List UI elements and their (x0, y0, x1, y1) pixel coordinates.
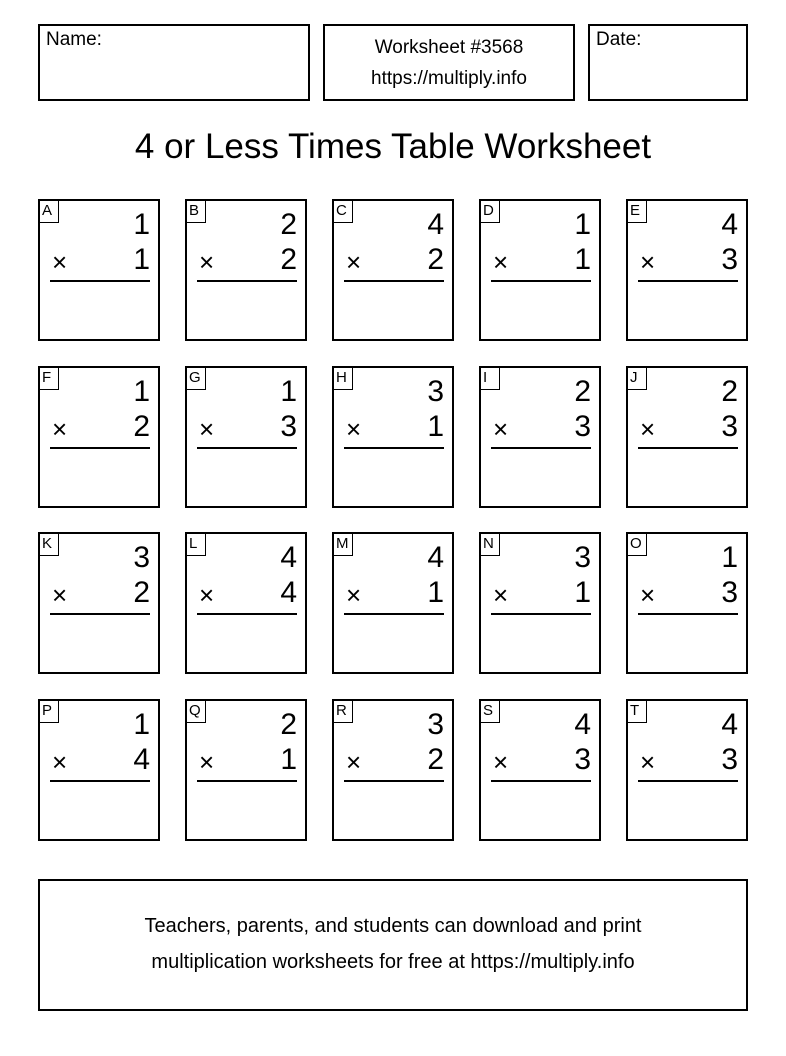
problem-cell[interactable] (332, 199, 454, 341)
problem-multiplicand: 4 (427, 541, 444, 574)
problem-multiplicand: 3 (574, 541, 591, 574)
problem-multiplier: 3 (721, 576, 738, 609)
problem-multiplier: 4 (280, 576, 297, 609)
answer-line (344, 780, 444, 782)
problem-multiplier: 2 (280, 243, 297, 276)
date-label: Date: (596, 29, 642, 50)
problem-multiplicand: 2 (574, 375, 591, 408)
answer-line (638, 613, 738, 615)
problem-letter: S (480, 700, 500, 723)
problem-cell[interactable] (38, 699, 160, 841)
answer-line (491, 780, 591, 782)
name-label: Name: (46, 29, 102, 50)
problem-cell[interactable] (332, 699, 454, 841)
problem-letter: O (627, 533, 647, 556)
answer-line (197, 613, 297, 615)
problem-multiplicand: 3 (133, 541, 150, 574)
problem-multiplicand: 4 (574, 708, 591, 741)
times-sign: × (52, 747, 68, 777)
times-sign: × (199, 580, 215, 610)
problem-cell[interactable] (332, 532, 454, 674)
times-sign: × (346, 747, 362, 777)
problem-multiplier: 3 (574, 410, 591, 443)
problem-cell[interactable] (626, 699, 748, 841)
problem-multiplicand: 1 (280, 375, 297, 408)
problem-multiplier: 1 (427, 576, 444, 609)
times-sign: × (493, 414, 509, 444)
problem-multiplicand: 2 (721, 375, 738, 408)
problem-multiplier: 2 (133, 576, 150, 609)
times-sign: × (640, 580, 656, 610)
problem-letter: T (627, 700, 647, 723)
times-sign: × (52, 414, 68, 444)
answer-line (638, 780, 738, 782)
problem-letter: N (480, 533, 500, 556)
times-sign: × (640, 247, 656, 277)
problem-multiplicand: 4 (721, 208, 738, 241)
problem-multiplier: 2 (427, 243, 444, 276)
times-sign: × (52, 247, 68, 277)
answer-line (344, 613, 444, 615)
problem-multiplicand: 2 (280, 208, 297, 241)
problem-letter: M (333, 533, 353, 556)
times-sign: × (346, 414, 362, 444)
problem-multiplier: 3 (721, 743, 738, 776)
problem-letter: E (627, 200, 647, 223)
answer-line (197, 280, 297, 282)
times-sign: × (640, 414, 656, 444)
problem-cell[interactable] (479, 366, 601, 508)
problem-multiplicand: 1 (574, 208, 591, 241)
worksheet-url[interactable]: https://multiply.info (371, 68, 527, 89)
problem-multiplier: 2 (133, 410, 150, 443)
problem-cell[interactable] (626, 366, 748, 508)
problem-letter: C (333, 200, 353, 223)
times-sign: × (199, 247, 215, 277)
problem-multiplier: 3 (721, 410, 738, 443)
problem-letter: J (627, 367, 647, 390)
answer-line (491, 280, 591, 282)
page-title: 4 or Less Times Table Worksheet (134, 127, 652, 166)
problem-cell[interactable] (185, 699, 307, 841)
problem-cell[interactable] (38, 366, 160, 508)
problem-multiplicand: 1 (133, 708, 150, 741)
times-sign: × (346, 580, 362, 610)
answer-line (491, 613, 591, 615)
problem-letter: R (333, 700, 353, 723)
problem-cell[interactable] (626, 532, 748, 674)
times-sign: × (493, 747, 509, 777)
answer-line (50, 280, 150, 282)
problem-letter: P (39, 700, 59, 723)
problem-multiplier: 4 (133, 743, 150, 776)
problem-multiplicand: 4 (280, 541, 297, 574)
problem-multiplier: 1 (427, 410, 444, 443)
times-sign: × (640, 747, 656, 777)
problem-letter: Q (186, 700, 206, 723)
problem-letter: F (39, 367, 59, 390)
answer-line (638, 280, 738, 282)
worksheet-number: Worksheet #3568 (374, 37, 524, 58)
answer-line (638, 447, 738, 449)
problem-multiplier: 3 (280, 410, 297, 443)
answer-line (344, 280, 444, 282)
answer-line (491, 447, 591, 449)
problem-multiplier: 1 (280, 743, 297, 776)
problem-cell[interactable] (479, 532, 601, 674)
problem-multiplicand: 3 (427, 708, 444, 741)
problem-multiplicand: 3 (427, 375, 444, 408)
problem-letter: H (333, 367, 353, 390)
times-sign: × (346, 247, 362, 277)
problem-multiplicand: 1 (721, 541, 738, 574)
problem-multiplier: 3 (721, 243, 738, 276)
problem-cell[interactable] (332, 366, 454, 508)
problem-cell[interactable] (38, 532, 160, 674)
problem-letter: I (480, 367, 500, 390)
times-sign: × (199, 414, 215, 444)
answer-line (197, 447, 297, 449)
problem-cell[interactable] (626, 199, 748, 341)
footer-line-1: Teachers, parents, and students can download and print (144, 915, 642, 937)
times-sign: × (493, 580, 509, 610)
problem-cell[interactable] (185, 366, 307, 508)
problem-multiplier: 1 (574, 243, 591, 276)
answer-line (50, 447, 150, 449)
problem-letter: D (480, 200, 500, 223)
problem-cell[interactable] (479, 199, 601, 341)
times-sign: × (52, 580, 68, 610)
problem-multiplicand: 4 (427, 208, 444, 241)
problem-multiplier: 2 (427, 743, 444, 776)
answer-line (50, 613, 150, 615)
problem-cell[interactable] (185, 199, 307, 341)
problem-multiplicand: 4 (721, 708, 738, 741)
problem-multiplicand: 1 (133, 208, 150, 241)
problem-multiplicand: 1 (133, 375, 150, 408)
footer-box (38, 879, 748, 1011)
problem-multiplier: 1 (574, 576, 591, 609)
problem-cell[interactable] (185, 532, 307, 674)
problem-letter: A (39, 200, 59, 223)
problem-multiplicand: 2 (280, 708, 297, 741)
answer-line (197, 780, 297, 782)
times-sign: × (493, 247, 509, 277)
problem-letter: B (186, 200, 206, 223)
problem-cell[interactable] (479, 699, 601, 841)
problem-multiplier: 1 (133, 243, 150, 276)
footer-line-2: multiplication worksheets for free at https://multiply.info (151, 951, 635, 973)
answer-line (344, 447, 444, 449)
problem-letter: L (186, 533, 206, 556)
problem-letter: K (39, 533, 59, 556)
problem-cell[interactable] (38, 199, 160, 341)
problem-letter: G (186, 367, 206, 390)
times-sign: × (199, 747, 215, 777)
problem-multiplier: 3 (574, 743, 591, 776)
answer-line (50, 780, 150, 782)
